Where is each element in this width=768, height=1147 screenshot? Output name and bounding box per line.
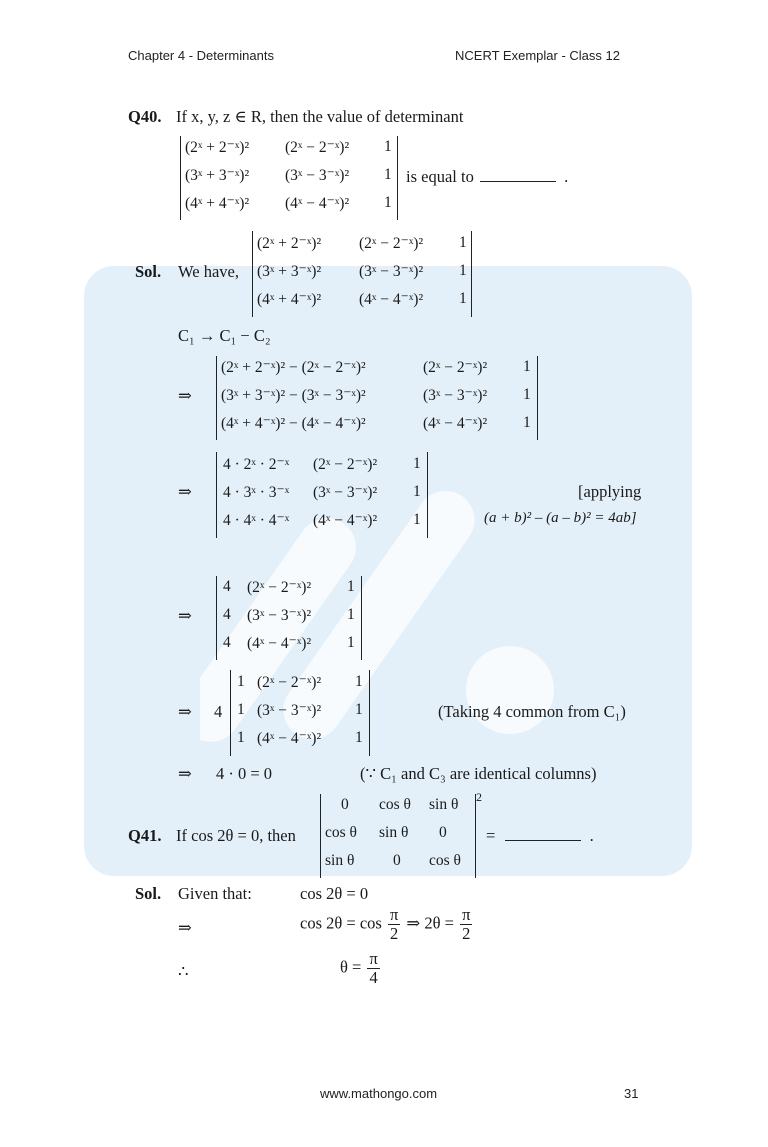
cell: (4ˣ − 4⁻ˣ)² — [257, 730, 322, 747]
q41-end: . — [589, 826, 594, 845]
sol40-label: Sol. — [135, 262, 162, 281]
cell: 1 — [355, 701, 363, 718]
cell: (4ˣ − 4⁻ˣ)² — [359, 291, 424, 308]
header-chapter: Chapter 4 - Determinants — [128, 48, 274, 63]
cell: 4 — [223, 606, 231, 623]
cell: cos θ — [325, 824, 357, 841]
cell: (3ˣ − 3⁻ˣ)² — [247, 607, 312, 624]
cell: 1 — [413, 511, 421, 528]
answer-blank — [480, 181, 556, 182]
column-operation: C₁ → C₁ − C₂ — [178, 326, 271, 345]
answer-blank — [505, 840, 581, 841]
cell: 4 — [223, 634, 231, 651]
cell: (4ˣ + 4⁻ˣ)² — [185, 195, 250, 212]
cell: 1 — [523, 358, 531, 375]
cell: (2ˣ + 2⁻ˣ)² — [257, 235, 322, 252]
cell: (3ˣ − 3⁻ˣ)² — [285, 167, 350, 184]
cell: (2ˣ − 2⁻ˣ)² — [247, 579, 312, 596]
cell: 0 — [393, 852, 401, 869]
numerator: π — [462, 905, 471, 924]
cell: (4ˣ − 4⁻ˣ)² — [423, 415, 488, 432]
sol40-determinant-5 — [230, 670, 370, 756]
cell: (4ˣ + 4⁻ˣ)² − (4ˣ − 4⁻ˣ)² — [221, 415, 366, 432]
cell: 1 — [347, 606, 355, 623]
cell: (4ˣ − 4⁻ˣ)² — [313, 512, 378, 529]
cell: (3ˣ − 3⁻ˣ)² — [257, 702, 322, 719]
cell: (3ˣ + 3⁻ˣ)² − (3ˣ − 3⁻ˣ)² — [221, 387, 366, 404]
sol40-determinant-2 — [216, 356, 538, 440]
q41-intro: If cos 2θ = 0, then — [176, 826, 296, 845]
identical-columns-note: (∵ C₁ and C₃ are identical columns) — [360, 764, 597, 783]
cell: 1 — [237, 701, 245, 718]
cell: (3ˣ − 3⁻ˣ)² — [359, 263, 424, 280]
cell: 1 — [459, 290, 467, 307]
sol41-line2-b: ⇒ 2θ = — [406, 913, 454, 933]
q40-intro: If x, y, z ∈ R, then the value of determinant — [176, 107, 464, 126]
taking-common-note: (Taking 4 common from C₁) — [438, 702, 626, 721]
implies-arrow: ⇒ — [178, 764, 192, 783]
final-result: 4 · 0 = 0 — [216, 764, 273, 783]
implies-arrow: ⇒ — [178, 918, 192, 937]
cell: 1 — [237, 729, 245, 746]
identity-formula: (a + b)² – (a – b)² = 4ab] — [484, 510, 637, 526]
cell: 1 — [384, 138, 392, 155]
sol41-line1: cos 2θ = 0 — [300, 884, 369, 903]
cell: (3ˣ − 3⁻ˣ)² — [313, 484, 378, 501]
cell: 1 — [523, 386, 531, 403]
cell: 1 — [384, 166, 392, 183]
cell: 1 — [355, 673, 363, 690]
cell: sin θ — [429, 796, 459, 813]
cell: (4ˣ − 4⁻ˣ)² — [247, 635, 312, 652]
q41-label: Q41. — [128, 826, 162, 845]
cell: 1 — [459, 262, 467, 279]
cell: 0 — [439, 824, 447, 841]
cell: 1 — [237, 673, 245, 690]
cell: (3ˣ − 3⁻ˣ)² — [423, 387, 488, 404]
q41-determinant — [320, 794, 476, 878]
cell: (4ˣ + 4⁻ˣ)² — [257, 291, 322, 308]
cell: (2ˣ − 2⁻ˣ)² — [285, 139, 350, 156]
q40-end: . — [564, 167, 569, 186]
cell: 1 — [413, 483, 421, 500]
cell: (2ˣ + 2⁻ˣ)² − (2ˣ − 2⁻ˣ)² — [221, 359, 366, 376]
cell: sin θ — [379, 824, 409, 841]
numerator: π — [369, 949, 378, 968]
common-factor: 4 — [214, 702, 223, 721]
cell: 4 · 3ˣ · 3⁻ˣ — [223, 484, 290, 501]
header-book: NCERT Exemplar - Class 12 — [455, 48, 620, 63]
denominator: 4 — [369, 968, 378, 988]
sol41-line2-a: cos 2θ = cos — [300, 913, 382, 933]
sol41-label: Sol. — [135, 884, 162, 903]
cell: (2ˣ − 2⁻ˣ)² — [257, 674, 322, 691]
sol41-line3 — [340, 950, 382, 987]
cell: 1 — [413, 455, 421, 472]
cell: (3ˣ + 3⁻ˣ)² — [257, 263, 322, 280]
implies-arrow: ⇒ — [178, 606, 192, 625]
sol40-determinant-4 — [216, 576, 362, 660]
cell: (3ˣ + 3⁻ˣ)² — [185, 167, 250, 184]
page-number: 31 — [624, 1086, 639, 1101]
sol40-determinant-1 — [252, 231, 472, 317]
sol41-given: Given that: — [178, 884, 252, 903]
cell: 1 — [347, 634, 355, 651]
cell: (2ˣ − 2⁻ˣ)² — [313, 456, 378, 473]
fraction-pi-over-4 — [367, 950, 379, 987]
cell: 4 · 4ˣ · 4⁻ˣ — [223, 512, 290, 529]
cell: 1 — [384, 194, 392, 211]
cell: 1 — [355, 729, 363, 746]
fraction-pi-over-2 — [460, 906, 472, 943]
power-exponent: 2 — [476, 790, 482, 804]
sol40-determinant-3 — [216, 452, 428, 538]
cell: cos θ — [429, 852, 461, 869]
cell: cos θ — [379, 796, 411, 813]
implies-arrow: ⇒ — [178, 702, 192, 721]
cell: 4 · 2ˣ · 2⁻ˣ — [223, 456, 290, 473]
denominator: 2 — [390, 924, 399, 944]
q40-label: Q40. — [128, 107, 162, 126]
q40-tail — [406, 167, 568, 187]
sol41-line2 — [300, 906, 474, 943]
cell: 1 — [347, 578, 355, 595]
q40-tail-text: is equal to — [406, 167, 474, 186]
sol41-line3-a: θ = — [340, 957, 362, 977]
cell: 1 — [459, 234, 467, 251]
footer-url[interactable]: www.mathongo.com — [320, 1086, 438, 1101]
q41-tail — [486, 826, 594, 846]
cell: 0 — [341, 796, 349, 813]
cell: (2ˣ + 2⁻ˣ)² — [185, 139, 250, 156]
denominator: 2 — [462, 924, 471, 944]
cell: (2ˣ − 2⁻ˣ)² — [359, 235, 424, 252]
sol40-we-have: We have, — [178, 262, 239, 281]
cell: (4ˣ − 4⁻ˣ)² — [285, 195, 350, 212]
cell: 1 — [523, 414, 531, 431]
q41-equals: = — [486, 826, 496, 845]
implies-arrow: ⇒ — [178, 482, 192, 501]
applying-note: [applying — [578, 482, 642, 501]
cell: sin θ — [325, 852, 355, 869]
numerator: π — [389, 905, 399, 924]
q40-determinant — [180, 136, 398, 220]
therefore-symbol: ∴ — [178, 962, 189, 981]
fraction-pi-over-2 — [388, 906, 400, 943]
cell: 4 — [223, 578, 231, 595]
implies-arrow: ⇒ — [178, 386, 192, 405]
cell: (2ˣ − 2⁻ˣ)² — [423, 359, 488, 376]
